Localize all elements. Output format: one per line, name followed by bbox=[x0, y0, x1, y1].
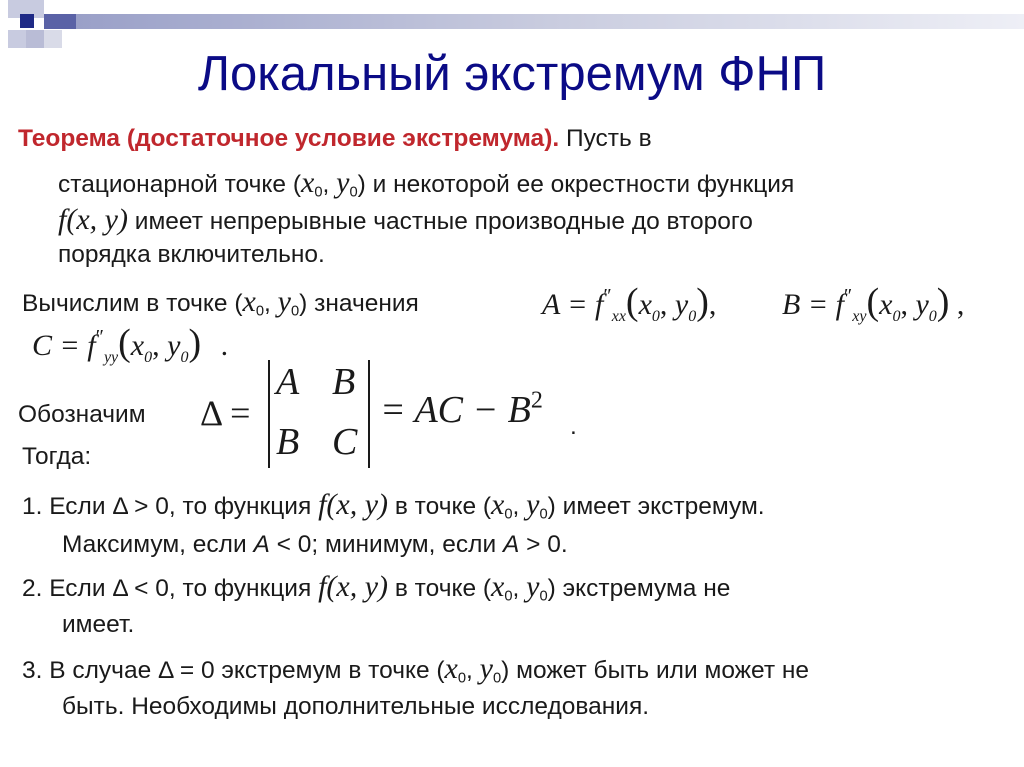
case-3-line-2: быть. Необходимы дополнительные исследования. bbox=[62, 693, 650, 720]
subscript-xx: xx bbox=[611, 308, 626, 326]
determinant-right-bar bbox=[368, 360, 370, 468]
formula-end-dot: . bbox=[220, 329, 229, 362]
matrix-a11: A bbox=[276, 361, 300, 403]
comma: , bbox=[512, 575, 527, 602]
arg-sub: 0 bbox=[180, 349, 189, 367]
var-x: x bbox=[300, 166, 315, 199]
arg-comma: , bbox=[659, 288, 668, 321]
var-A: A bbox=[253, 531, 270, 558]
theorem-line-3 bbox=[58, 203, 753, 239]
case-2-line-1 bbox=[22, 570, 730, 606]
function-fxy: f(x, y) bbox=[318, 488, 389, 521]
determinant-left-bar bbox=[268, 360, 270, 468]
comma: , bbox=[322, 171, 337, 198]
theorem-text-2a: стационарной точке ( bbox=[58, 171, 301, 198]
arg-y: y bbox=[167, 329, 181, 362]
function-fxy: f(x, y) bbox=[318, 570, 389, 603]
arg-x: x bbox=[879, 288, 893, 321]
formula-A: $A = f''_{xx}(x_0$, $y_0$), bbox=[542, 281, 717, 326]
arg-sub: 0 bbox=[688, 308, 697, 326]
arg-y: y bbox=[915, 288, 929, 321]
arg-x: x bbox=[130, 329, 145, 362]
var-x: x bbox=[491, 570, 505, 603]
var-y: y bbox=[336, 166, 350, 199]
var-y: y bbox=[277, 285, 291, 318]
case-2-text-a: 2. Если Δ < 0, то функция bbox=[22, 575, 312, 602]
formula-B: $B = f''_{xy}(x_0$, $y_0$) , bbox=[782, 281, 965, 326]
arg-sub: 0 bbox=[651, 308, 660, 326]
var-y: y bbox=[479, 652, 493, 685]
determinant-result bbox=[380, 388, 543, 432]
case-1-text-e: < 0; минимум, если bbox=[269, 531, 503, 558]
var-x: x bbox=[242, 285, 256, 318]
case-1-text-c: ) имеет экстремум. bbox=[547, 493, 765, 520]
formula-sep: , bbox=[956, 288, 965, 321]
sub-zero: 0 bbox=[457, 670, 467, 687]
compute-text-a: Вычислим в точке ( bbox=[22, 290, 243, 317]
theorem-text-4: порядка включительно. bbox=[58, 241, 325, 268]
arg-sub: 0 bbox=[144, 349, 153, 367]
comma: , bbox=[512, 493, 527, 520]
var-A: A bbox=[502, 531, 520, 558]
sub-zero: 0 bbox=[539, 588, 548, 605]
case-1-text-d: Максимум, если bbox=[62, 531, 254, 558]
matrix-a22: C bbox=[332, 421, 358, 463]
theorem-text-1: Пусть в bbox=[565, 125, 652, 152]
double-prime: ″ bbox=[843, 285, 853, 307]
designation-end-dot: . bbox=[570, 413, 577, 440]
var-x: x bbox=[444, 652, 458, 685]
arg-sub: 0 bbox=[892, 308, 901, 326]
var-y: y bbox=[526, 570, 540, 603]
formula-C-lhs: C = f bbox=[32, 329, 96, 362]
case-3-line-1 bbox=[22, 652, 809, 688]
compute-line-1 bbox=[22, 285, 419, 321]
sub-zero: 0 bbox=[314, 184, 323, 201]
case-1-text-f: > 0. bbox=[519, 531, 568, 558]
subscript-yy: yy bbox=[103, 349, 119, 367]
sub-zero: 0 bbox=[493, 670, 502, 687]
arg-comma: , bbox=[900, 288, 908, 321]
comma: , bbox=[264, 290, 278, 317]
arg-x: x bbox=[638, 288, 652, 321]
designation-label: Обозначим bbox=[18, 401, 146, 428]
var-x: x bbox=[491, 488, 505, 521]
formula-B-lhs: B = f bbox=[782, 288, 844, 321]
case-1-text-a: 1. Если Δ > 0, то функция bbox=[22, 493, 312, 520]
case-2-text-b: в точке ( bbox=[388, 575, 492, 602]
superscript-2: 2 bbox=[530, 387, 543, 414]
sub-zero: 0 bbox=[504, 588, 513, 605]
arg-comma: , bbox=[152, 329, 160, 362]
case-3-text-a: 3. В случае Δ = 0 экстремум в точке ( bbox=[22, 657, 445, 684]
sub-zero: 0 bbox=[349, 184, 358, 201]
formula-A-lhs: A = f bbox=[542, 288, 604, 321]
theorem-line-2 bbox=[58, 166, 794, 202]
arg-sub: 0 bbox=[928, 308, 937, 326]
sub-zero: 0 bbox=[504, 506, 513, 523]
delta-eq: Δ = bbox=[200, 393, 251, 433]
double-prime: ″ bbox=[95, 326, 104, 348]
theorem-line-4 bbox=[58, 238, 325, 272]
page-title: Локальный экстремум ФНП bbox=[197, 47, 827, 101]
case-2-line-2: имеет. bbox=[62, 611, 135, 638]
matrix-a21: B bbox=[276, 421, 300, 463]
var-y: y bbox=[526, 488, 540, 521]
determinant-rhs: = AC − B bbox=[380, 389, 531, 431]
comma: , bbox=[466, 657, 480, 684]
case-2-text-c: ) экстремума не bbox=[547, 575, 731, 602]
case-1-line-1 bbox=[22, 488, 765, 524]
subscript-xy: xy bbox=[852, 308, 867, 326]
arg-y: y bbox=[674, 288, 689, 321]
sub-zero: 0 bbox=[290, 303, 300, 320]
case-1-line-2 bbox=[62, 528, 568, 562]
sub-zero: 0 bbox=[539, 506, 548, 523]
function-fxy: f(x, y) bbox=[58, 203, 128, 236]
formula-C: $C = f''_{yy}(x_0$, $y_0$) . bbox=[32, 322, 229, 367]
theorem-text-2b: ) и некоторой ее окрестности функция bbox=[357, 171, 795, 198]
theorem-heading: Теорема (достаточное условие экстремума). bbox=[18, 125, 560, 152]
matrix-a12: B bbox=[332, 361, 356, 403]
case-1-text-b: в точке ( bbox=[388, 493, 492, 520]
double-prime: ″ bbox=[603, 285, 612, 307]
then-label: Тогда: bbox=[22, 443, 92, 470]
sub-zero: 0 bbox=[255, 303, 264, 320]
theorem-text-3: имеет непрерывные частные производные до второго bbox=[127, 208, 753, 235]
case-3-text-b: ) может быть или может не bbox=[501, 657, 810, 684]
compute-text-b: ) значения bbox=[299, 290, 419, 317]
theorem-line-1 bbox=[18, 122, 652, 156]
formula-sep: , bbox=[708, 288, 717, 321]
